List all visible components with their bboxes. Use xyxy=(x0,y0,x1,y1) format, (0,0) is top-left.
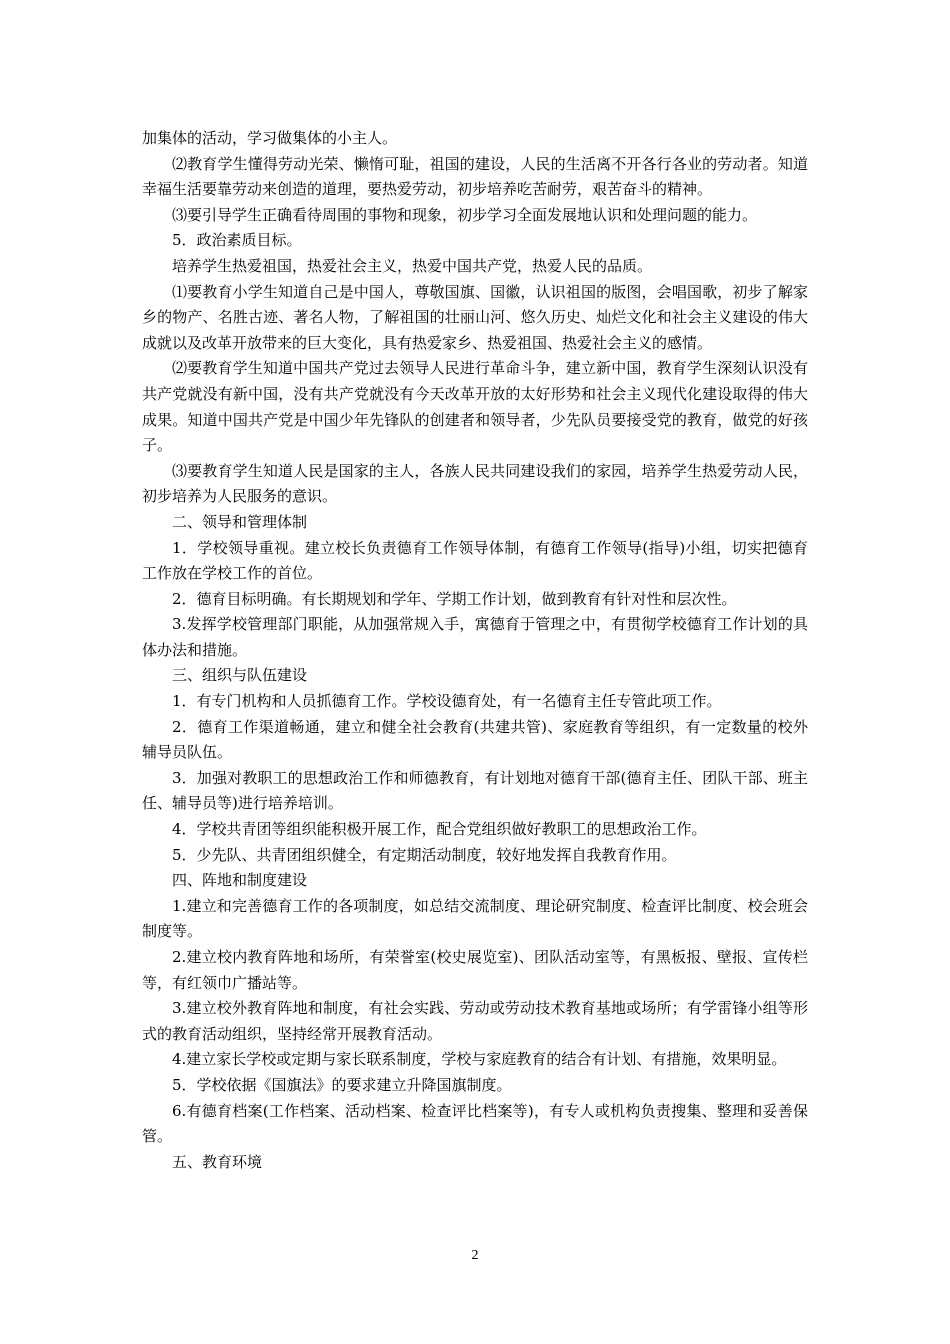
paragraph: ⑶要引导学生正确看待周围的事物和现象，初步学习全面发展地认识和处理问题的能力。 xyxy=(172,205,758,224)
paragraph: 培养学生热爱祖国，热爱社会主义，热爱中国共产党，热爱人民的品质。 xyxy=(172,256,653,275)
paragraph: 2.建立校内教育阵地和场所，有荣誉室(校史展览室)、团队活动室等，有黑板报、壁报、宣传栏等，有红领巾广播站等。 xyxy=(142,948,808,992)
paragraph: ⑵教育学生懂得劳动光荣、懒惰可耻，祖国的建设，人民的生活离不开各行各业的劳动者。知道幸福生活要靠劳动来创造的道理，要热爱劳动，初步培养吃苦耐劳，艰苦奋斗的精神。 xyxy=(142,154,808,199)
paragraph: 三、组织与队伍建设 xyxy=(172,666,308,685)
paragraph: 2．德育工作渠道畅通，建立和健全社会教育(共建共管)、家庭教育等组织，有一定数量的校外辅导员队伍。 xyxy=(142,717,808,762)
page-number: 2 xyxy=(471,1248,479,1263)
document-body xyxy=(142,126,808,1175)
paragraph: 5．少先队、共青团组织健全，有定期活动制度，较好地发挥自我教育作用。 xyxy=(172,845,677,864)
paragraph: 6.有德育档案(工作档案、活动档案、检查评比档案等)，有专人或机构负责搜集、整理和妥善保管。 xyxy=(142,1101,808,1146)
paragraph: 1．学校领导重视。建立校长负责德育工作领导体制，有德育工作领导(指导)小组，切实把德育工作放在学校工作的首位。 xyxy=(142,538,808,583)
paragraph: 2．德育目标明确。有长期规划和学年、学期工作计划，做到教育有针对性和层次性。 xyxy=(172,589,737,608)
paragraph: 1．有专门机构和人员抓德育工作。学校设德育处，有一名德育主任专管此项工作。 xyxy=(172,692,722,711)
paragraph: 5．政治素质目标。 xyxy=(172,231,302,250)
paragraph: 四、阵地和制度建设 xyxy=(172,871,308,890)
paragraph: 五、教育环境 xyxy=(172,1152,263,1171)
paragraph: 5．学校依据《国旗法》的要求建立升降国旗制度。 xyxy=(172,1075,512,1094)
paragraph: ⑵要教育学生知道中国共产党过去领导人民进行革命斗争，建立新中国，教育学生深刻认识没有共产党就没有新中国，没有共产党就没有今天改革开放的太好形势和社会主义现代化建设取得的伟大成果。知道中国共产党是中国少年先锋队的创建者和领导者，少先队员要接受党的教育，做党的好孩子。 xyxy=(142,359,808,455)
paragraph: 3．加强对教职工的思想政治工作和师德教育，有计划地对德育干部(德育主任、团队干部、班主任、辅导员等)进行培养培训。 xyxy=(142,768,808,813)
paragraph: 加集体的活动，学习做集体的小主人。 xyxy=(142,129,398,147)
paragraph: 4.建立家长学校或定期与家长联系制度，学校与家庭教育的结合有计划、有措施，效果明显。 xyxy=(172,1050,787,1069)
paragraph: 二、领导和管理体制 xyxy=(172,512,308,531)
paragraph: 3.建立校外教育阵地和制度，有社会实践、劳动或劳动技术教育基地或场所；有学雷锋小组等形式的教育活动组织，坚持经常开展教育活动。 xyxy=(142,999,808,1043)
paragraph: ⑶要教育学生知道人民是国家的主人，各族人民共同建设我们的家园，培养学生热爱劳动人民，初步培养为人民服务的意识。 xyxy=(142,461,808,506)
paragraph: 4．学校共青团等组织能积极开展工作，配合党组织做好教职工的思想政治工作。 xyxy=(172,820,707,839)
paragraph: 3.发挥学校管理部门职能，从加强常规入手，寓德育于管理之中，有贯彻学校德育工作计划的具体办法和措施。 xyxy=(142,615,808,659)
paragraph: 1.建立和完善德育工作的各项制度，如总结交流制度、理论研究制度、检查评比制度、校会班会制度等。 xyxy=(142,896,808,941)
paragraph: ⑴要教育小学生知道自己是中国人，尊敬国旗、国徽，认识祖国的版图，会唱国歌，初步了解家乡的物产、名胜古迹、著名人物，了解祖国的壮丽山河、悠久历史、灿烂文化和社会主义建设的伟大成就以及改革开放带来的巨大变化，具有热爱家乡、热爱祖国、热爱社会主义的感情。 xyxy=(142,282,808,352)
